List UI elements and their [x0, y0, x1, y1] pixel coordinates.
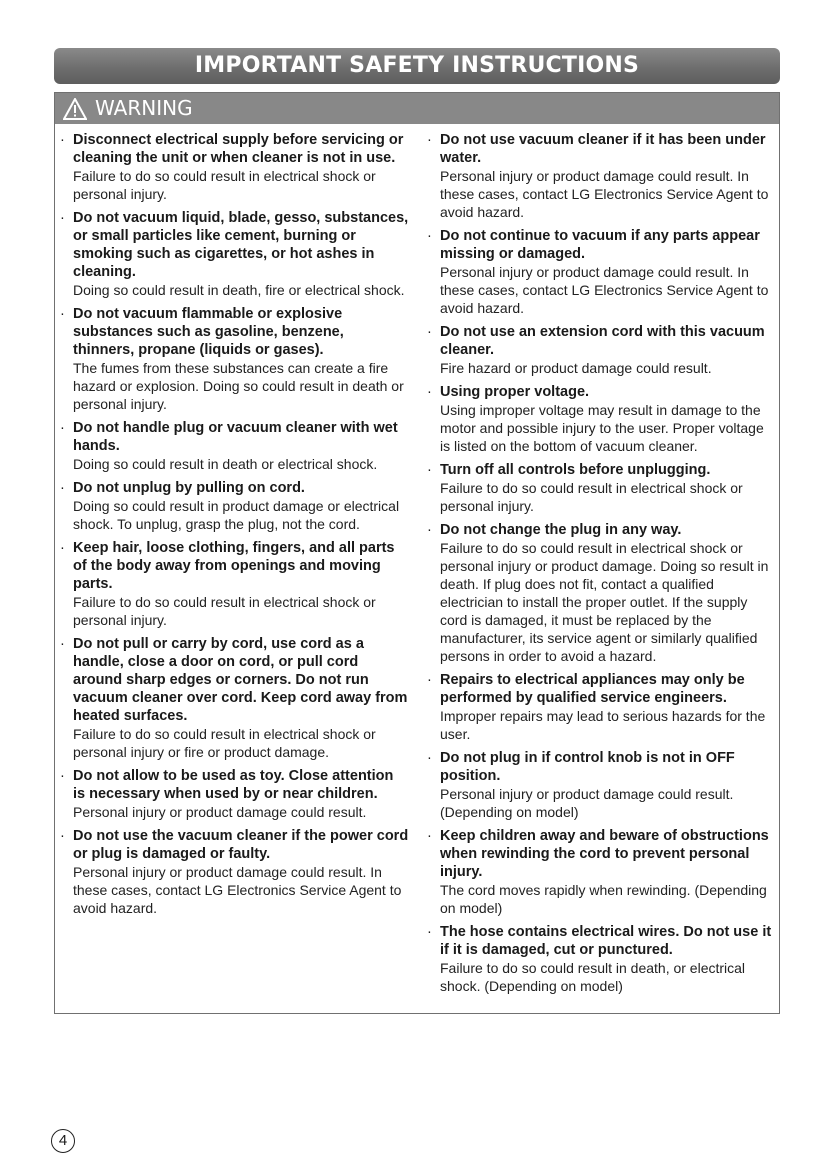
item-title: Do not use an extension cord with this vacuum cleaner. [440, 324, 765, 358]
item-body: Failure to do so could result in electrical shock or personal injury. [440, 480, 743, 514]
list-item [59, 767, 409, 821]
list-item [59, 479, 409, 533]
item-title: Do not vacuum liquid, blade, gesso, substances, or small particles like cement, burning or smoking such as cigarettes, or hot ashes in cleaning. [73, 210, 409, 280]
item-body: Doing so could result in product damage or electrical shock. To unplug, grasp the plug, not the cord. [73, 498, 400, 532]
item-body: Failure to do so could result in electrical shock or personal injury. [73, 594, 376, 628]
item-title: Do not allow to be used as toy. Close attention is necessary when used by or near children. [73, 768, 394, 802]
bullet: · [427, 924, 432, 940]
page-title: IMPORTANT SAFETY INSTRUCTIONS [54, 48, 780, 84]
list-item [426, 461, 776, 515]
item-body: Doing so could result in death or electrical shock. [73, 456, 378, 472]
item-body: Failure to do so could result in electrical shock or personal injury or fire or product damage. [73, 726, 376, 760]
list-item [426, 671, 776, 743]
warning-section [54, 92, 780, 1014]
page-number: 4 [51, 1129, 75, 1153]
item-title: Repairs to electrical appliances may only be performed by qualified service engineers. [440, 672, 745, 706]
list-item [426, 383, 776, 455]
item-title: Do not handle plug or vacuum cleaner with wet hands. [73, 420, 398, 454]
item-title: Do not unplug by pulling on cord. [73, 480, 305, 496]
list-item [59, 827, 409, 917]
bullet: · [427, 132, 432, 148]
warning-triangle-icon [63, 98, 87, 120]
item-title: Do not vacuum flammable or explosive substances such as gasoline, benzene, thinners, propane (liquids or gases). [73, 306, 344, 358]
item-body: Personal injury or product damage could result. In these cases, contact LG Electronics Service Agent to avoid hazard. [73, 864, 402, 916]
list-item [426, 323, 776, 377]
item-title: Do not plug in if control knob is not in OFF position. [440, 750, 735, 784]
left-column [59, 131, 409, 923]
item-body: The cord moves rapidly when rewinding. (Depending on model) [440, 882, 767, 916]
item-body: Personal injury or product damage could result. In these cases, contact LG Electronics Service Agent to avoid hazard. [440, 264, 769, 316]
bullet: · [427, 324, 432, 340]
list-item [59, 209, 409, 299]
item-title: Keep hair, loose clothing, fingers, and all parts of the body away from openings and moving parts. [73, 540, 395, 592]
bullet: · [427, 750, 432, 766]
item-title: Do not use the vacuum cleaner if the power cord or plug is damaged or faulty. [73, 828, 409, 862]
list-item [426, 749, 776, 821]
warning-label: WARNING [95, 96, 193, 120]
item-title: Disconnect electrical supply before servicing or cleaning the unit or when cleaner is not in use. [73, 132, 404, 166]
bullet: · [60, 768, 65, 784]
bullet: · [60, 828, 65, 844]
item-body: Using improper voltage may result in damage to the motor and possible injury to the user. Proper voltage is listed on the bottom of vacuum cleaner. [440, 402, 764, 454]
warning-header [55, 93, 779, 124]
list-item [59, 131, 409, 203]
bullet: · [60, 132, 65, 148]
list-item [59, 419, 409, 473]
item-title: Keep children away and beware of obstructions when rewinding the cord to prevent personal injury. [440, 828, 769, 880]
bullet: · [60, 636, 65, 652]
item-body: Failure to do so could result in electrical shock or personal injury. [73, 168, 376, 202]
bullet: · [60, 420, 65, 436]
bullet: · [427, 228, 432, 244]
item-title: Do not continue to vacuum if any parts appear missing or damaged. [440, 228, 760, 262]
list-item [426, 521, 776, 665]
item-title: Do not pull or carry by cord, use cord as a handle, close a door on cord, or pull cord around sharp edges or corners. Do not run vacuum cleaner over cord. Keep cord away from heated surfaces. [73, 636, 408, 724]
bullet: · [427, 672, 432, 688]
list-item [59, 539, 409, 629]
list-item [426, 131, 776, 221]
right-column [426, 131, 776, 1001]
item-title: Do not change the plug in any way. [440, 522, 682, 538]
bullet: · [427, 384, 432, 400]
item-body: Failure to do so could result in electrical shock or personal injury or product damage. Doing so result in death. If plug does not fit, contact a qualified electrician to install the proper outlet. If the supply cord is damaged, it must be replaced by the manufacturer, its service agent or similarly qualified persons in order to avoid a hazard. [440, 540, 769, 664]
item-body: Personal injury or product damage could result. (Depending on model) [440, 786, 734, 820]
bullet: · [427, 522, 432, 538]
list-item [59, 305, 409, 413]
bullet: · [60, 210, 65, 226]
item-body: Improper repairs may lead to serious hazards for the user. [440, 708, 766, 742]
bullet: · [60, 480, 65, 496]
item-title: Do not use vacuum cleaner if it has been under water. [440, 132, 766, 166]
bullet: · [60, 306, 65, 322]
item-body: Fire hazard or product damage could result. [440, 360, 712, 376]
item-body: Doing so could result in death, fire or electrical shock. [73, 282, 405, 298]
list-item [426, 923, 776, 995]
item-title: Using proper voltage. [440, 384, 590, 400]
item-title: Turn off all controls before unplugging. [440, 462, 711, 478]
list-item [426, 227, 776, 317]
item-body: Personal injury or product damage could result. [73, 804, 367, 820]
item-body: The fumes from these substances can create a fire hazard or explosion. Doing so could result in death or personal injury. [73, 360, 404, 412]
list-item [426, 827, 776, 917]
bullet: · [427, 462, 432, 478]
bullet: · [60, 540, 65, 556]
item-title: The hose contains electrical wires. Do not use it if it is damaged, cut or punctured. [440, 924, 772, 958]
item-body: Personal injury or product damage could result. In these cases, contact LG Electronics Service Agent to avoid hazard. [440, 168, 769, 220]
bullet: · [427, 828, 432, 844]
list-item [59, 635, 409, 761]
item-body: Failure to do so could result in death, or electrical shock. (Depending on model) [440, 960, 746, 994]
